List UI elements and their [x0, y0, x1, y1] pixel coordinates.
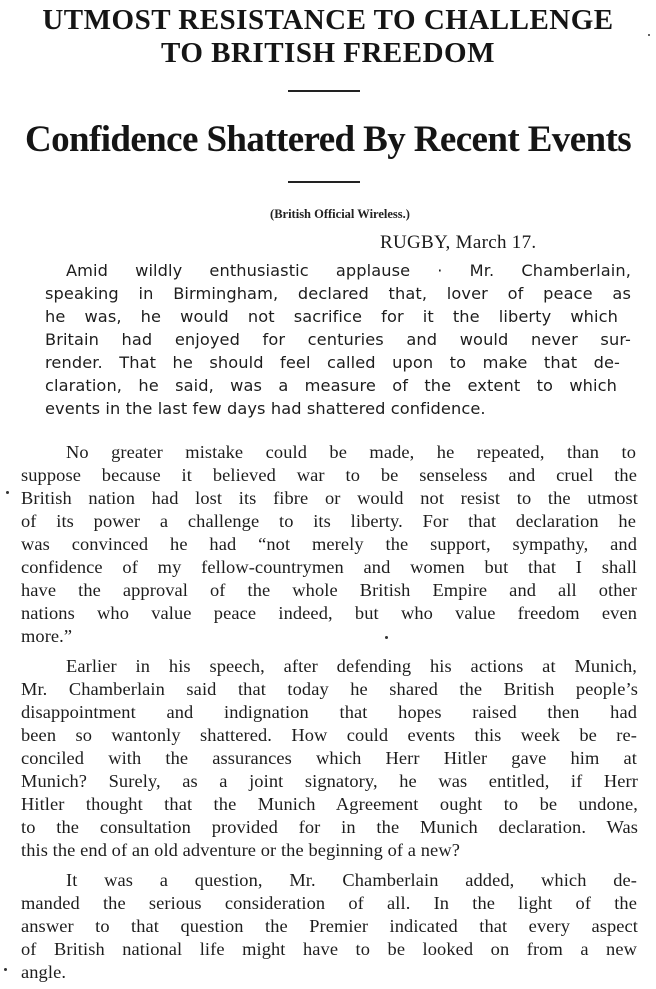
text-line: answer to that question the Premier indicated that every aspect	[21, 916, 638, 936]
text-line: angle.	[21, 962, 67, 982]
text-line: Munich? Surely, as a joint signatory, he was entitled, if Herr	[21, 771, 638, 791]
text-line: this the end of an old adventure or the beginning of a new?	[21, 840, 460, 860]
text-line: to the consultation provided for in the Munich declaration. Was	[21, 817, 638, 837]
main-headline-line: UTMOST RESISTANCE TO CHALLENGE	[42, 4, 614, 36]
text-line: No greater mistake could be made, he repeated, than to	[66, 442, 636, 462]
text-line: Amid wildly enthusiastic applause · Mr. Chamberlain,	[66, 261, 631, 280]
text-line: It was a question, Mr. Chamberlain added, which de-	[66, 870, 637, 890]
text-line: conciled with the assurances which Herr Hitler gave him at	[21, 748, 637, 768]
subheadline: Confidence Shattered By Recent Events	[24, 119, 632, 160]
text-line: nations who value peace indeed, but who value freedom even	[21, 603, 637, 623]
dateline: RUGBY, March 17.	[380, 232, 537, 253]
divider-rule	[288, 90, 360, 92]
text-line: Earlier in his speech, after defending his actions at Munich,	[66, 656, 637, 676]
print-speck	[6, 491, 9, 494]
wire-credit: (British Official Wireless.)	[270, 207, 410, 221]
print-speck	[648, 34, 650, 36]
text-line: was convinced he had “not merely the support, sympathy, and	[21, 534, 637, 554]
text-line: of its power a challenge to its liberty. For that declaration he	[21, 511, 636, 531]
text-line: have the approval of the whole British Empire and all other	[21, 580, 637, 600]
text-line: events in the last few days had shattered confidence.	[45, 399, 486, 418]
text-line: confidence of my fellow-countrymen and women but that I shall	[21, 557, 637, 577]
text-line: speaking in Birmingham, declared that, lover of peace as	[45, 284, 631, 303]
print-speck	[385, 636, 388, 639]
divider-rule	[288, 181, 360, 183]
main-headline	[0, 4, 656, 70]
text-line: manded the serious consideration of all. In the light of the	[21, 893, 637, 913]
text-line: he was, he would not sacrifice for it the liberty which	[45, 307, 618, 326]
text-line: of British national life might have to be looked on from a new	[21, 939, 637, 959]
print-speck	[4, 968, 7, 971]
text-line: Hitler thought that the Munich Agreement ought to be undone,	[21, 794, 638, 814]
text-line: render. That he should feel called upon to make that de-	[45, 353, 620, 372]
text-line: claration, he said, was a measure of the extent to which	[45, 376, 617, 395]
text-line: been so wantonly shattered. How could events this week be re-	[21, 725, 637, 745]
main-headline-line: TO BRITISH FREEDOM	[161, 37, 495, 69]
text-line: suppose because it believed war to be senseless and cruel the	[21, 465, 637, 485]
text-line: British nation had lost its fibre or would not resist to the utmost	[21, 488, 638, 508]
text-line: more.”	[21, 626, 73, 646]
text-line: disappointment and indignation that hopes raised then had	[21, 702, 637, 722]
text-line: Britain had enjoyed for centuries and would never sur-	[45, 330, 631, 349]
text-line: Mr. Chamberlain said that today he shared the British people’s	[21, 679, 638, 699]
